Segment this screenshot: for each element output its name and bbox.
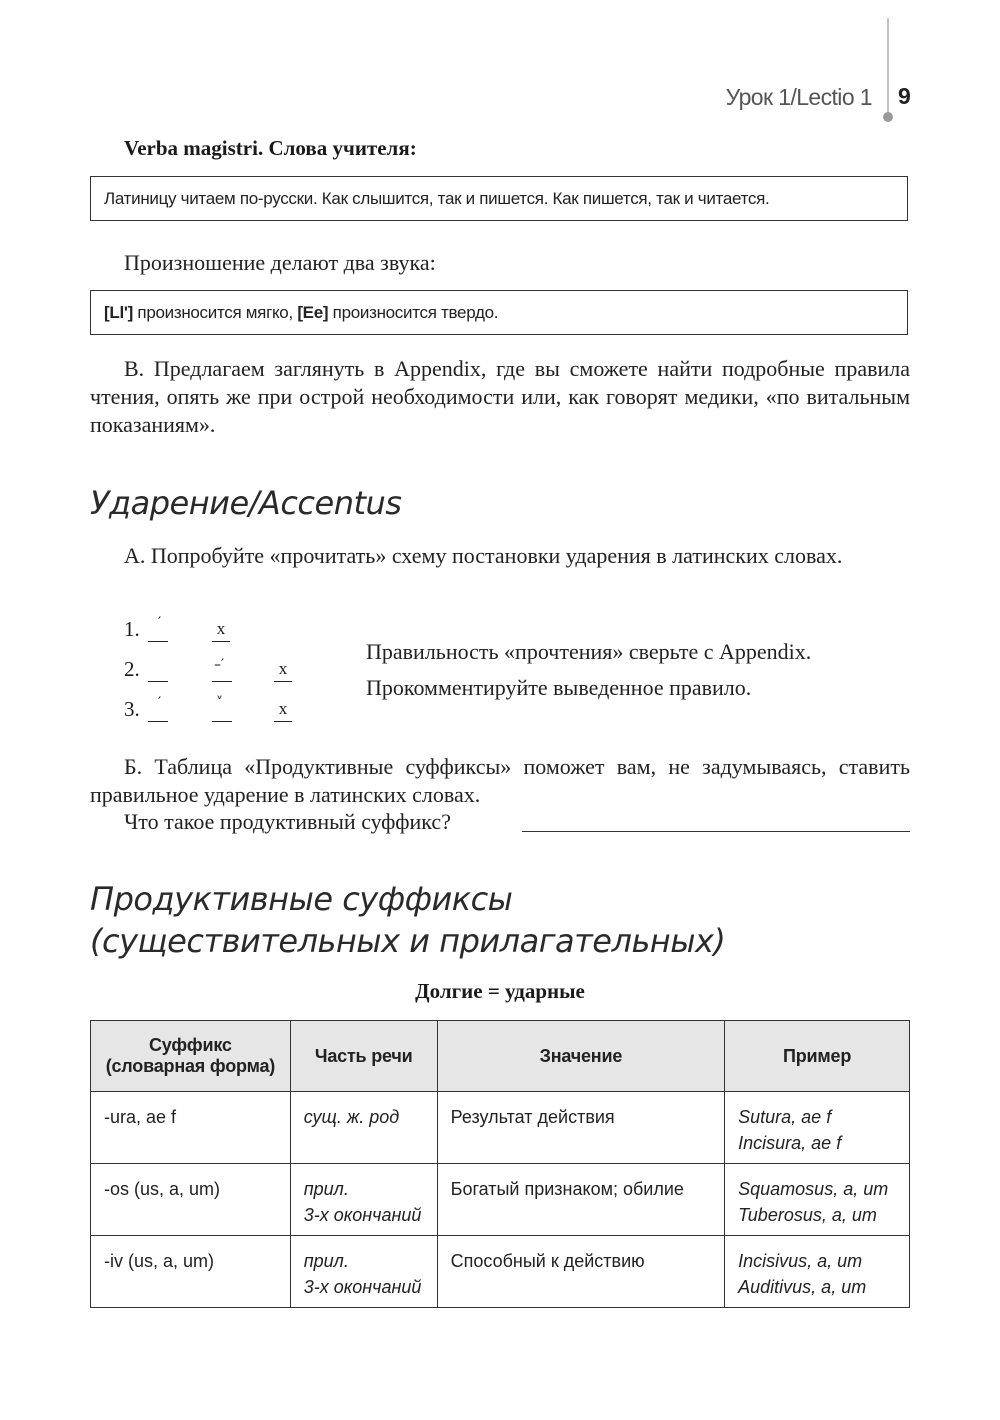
schema-row-1 (124, 617, 324, 647)
cell-part-of-speech: сущ. ж. род (290, 1092, 437, 1164)
table-header-row (91, 1021, 910, 1092)
cell-suffix: -iv (us, a, um) (91, 1236, 291, 1308)
header-divider (887, 18, 889, 118)
cell-meaning: Богатый признаком; обилие (437, 1164, 725, 1236)
cell-suffix: -ura, ae f (91, 1092, 291, 1164)
table-row (91, 1164, 910, 1236)
table-row (91, 1236, 910, 1308)
schema-row-3 (124, 697, 324, 727)
suffix-heading-2: (существительных и прилагательных) (90, 922, 726, 960)
schema-num-2: 2. (124, 657, 140, 681)
syllable-2-3: x (274, 659, 292, 682)
cell-example: Sutura, ae f Incisura, ae f (725, 1092, 910, 1164)
table-caption: Долгие = ударные (415, 979, 585, 1003)
header-part-of-speech: Часть речи (290, 1021, 437, 1092)
schema-row-2 (124, 657, 324, 687)
question-text: Что такое продуктивный суффикс? (124, 809, 451, 834)
cell-example: Squamosus, a, um Tuberosus, a, um (725, 1164, 910, 1236)
answer-line (522, 831, 910, 832)
suffix-heading-1: Продуктивные суффиксы (90, 880, 513, 918)
task-a: А. Попробуйте «прочитать» схему постановки ударения в латинских словах. (124, 543, 843, 568)
sound-ee: [Ee] (297, 303, 329, 322)
cell-meaning: Результат действия (437, 1092, 725, 1164)
pronunciation-intro: Произношение делают два звука: (124, 250, 436, 275)
syllable-2-2: –′ (212, 661, 232, 682)
header-example: Пример (725, 1021, 910, 1092)
suffix-table (90, 1020, 910, 1308)
syllable-3-1: ′ (148, 701, 168, 722)
pronunciation-box (90, 290, 908, 335)
verba-box (90, 176, 908, 221)
table-row (91, 1092, 910, 1164)
syllable-3-3: x (274, 699, 292, 722)
accent-heading: Ударение/Accentus (90, 484, 402, 522)
cell-example: Incisivus, a, um Auditivus, a, um (725, 1236, 910, 1308)
sound-ee-desc: произносится твердо. (328, 303, 499, 322)
syllable-3-2: ˅ (212, 701, 232, 722)
cell-part-of-speech: прил. 3-х окончаний (290, 1164, 437, 1236)
syllable-2-1 (148, 661, 168, 682)
page-number: 9 (898, 83, 911, 109)
sound-ll: [Ll'] (104, 303, 133, 322)
pronunciation-box-text (91, 291, 907, 323)
header-meaning: Значение (437, 1021, 725, 1092)
cell-part-of-speech: прил. 3-х окончаний (290, 1236, 437, 1308)
syllable-1-1: ′ (148, 621, 168, 642)
schema-num-3: 3. (124, 697, 140, 721)
header-divider-dot (883, 112, 893, 122)
header-suffix: Суффикс (словарная форма) (91, 1021, 291, 1092)
verba-title: Verba magistri. Слова учителя: (124, 136, 417, 160)
check-line-2: Прокомментируйте выведенное правило. (366, 675, 752, 700)
cell-meaning: Способный к действию (437, 1236, 725, 1308)
check-line-1: Правильность «прочтения» сверьте с Appendix. (366, 639, 812, 664)
schema-num-1: 1. (124, 617, 140, 641)
task-b: Б. Таблица «Продуктивные суффиксы» поможет вам, не задумываясь, ставить правильное ударение в латинских словах. (90, 754, 910, 807)
syllable-1-2: x (212, 619, 230, 642)
running-title: Урок 1/Lectio 1 (725, 84, 872, 110)
sound-ll-desc: произносится мягко, (132, 303, 298, 322)
cell-suffix: -os (us, a, um) (91, 1164, 291, 1236)
appendix-paragraph: В. Предлагаем заглянуть в Appendix, где вы сможете найти подробные правила чтения, опять же при острой необходимости или, как говорят медики, «по витальным показаниям». (90, 356, 910, 437)
verba-box-text: Латиницу читаем по-русски. Как слышится, так и пишется. Как пишется, так и читается. (104, 189, 770, 208)
